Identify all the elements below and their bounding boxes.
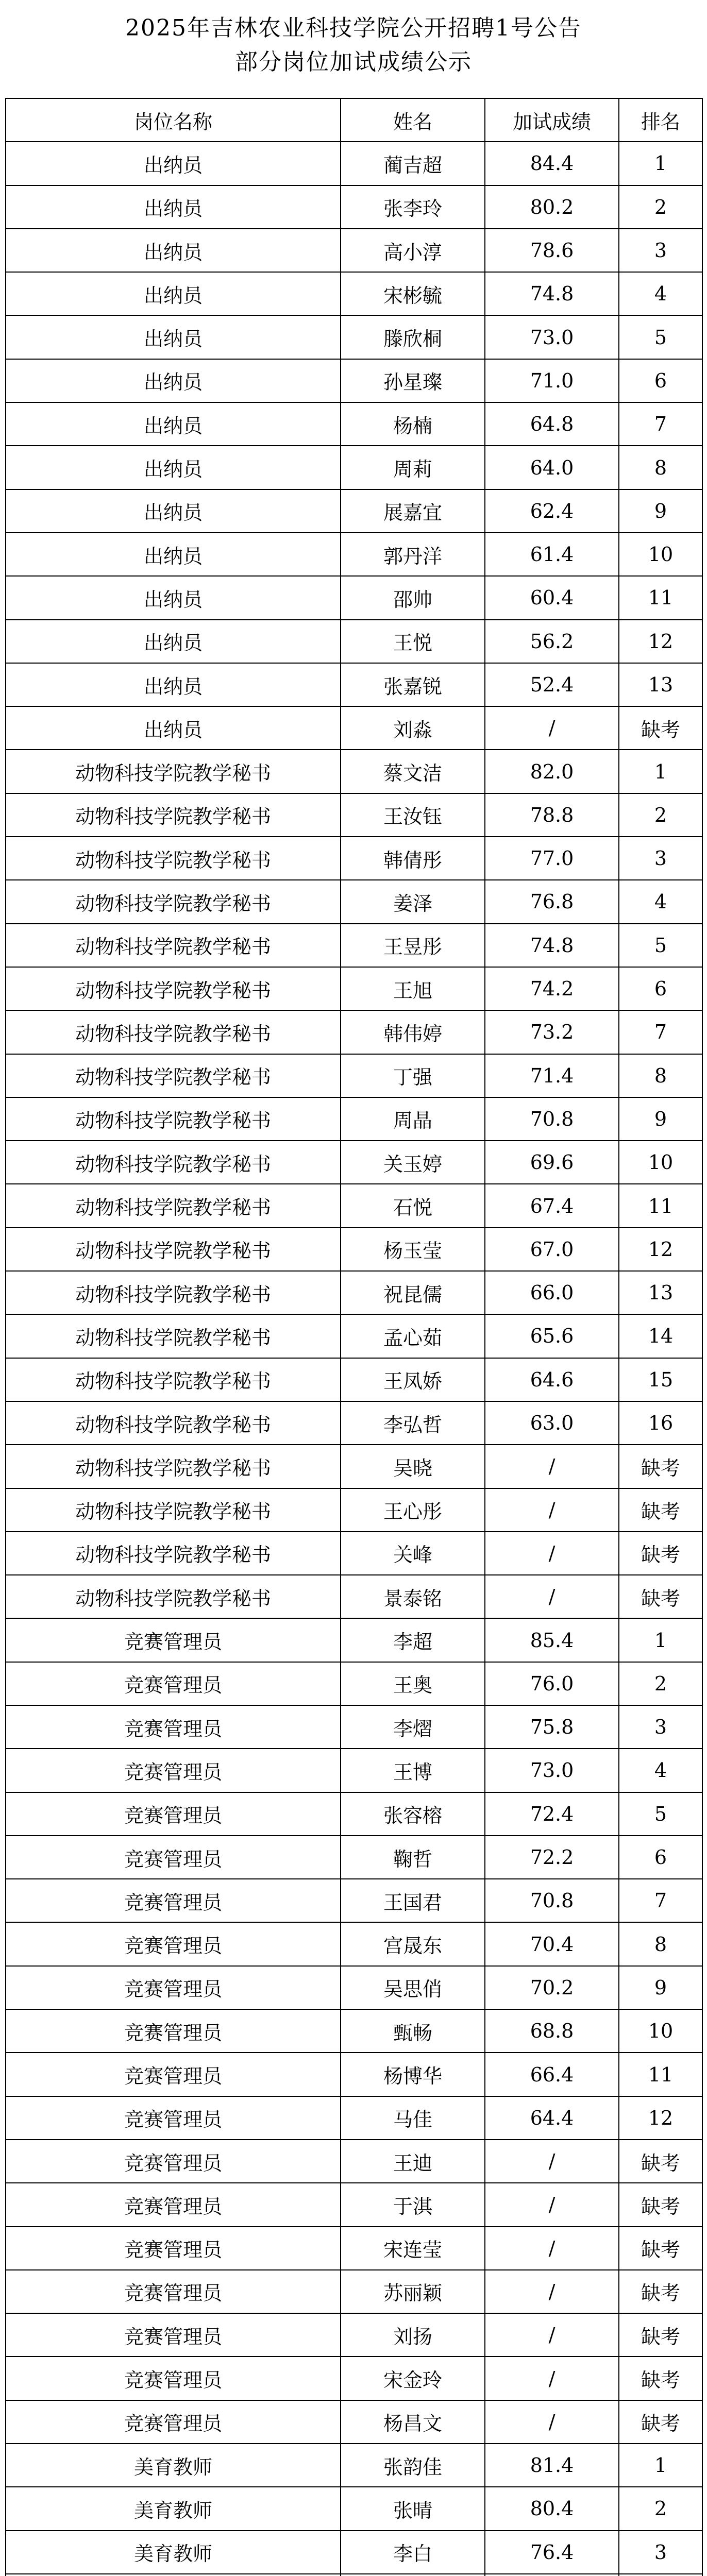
cell-position: 动物科技学院教学秘书 — [6, 1271, 341, 1314]
cell-name: 李弘哲 — [341, 1401, 485, 1445]
table-body — [6, 142, 702, 2576]
table-row — [6, 185, 702, 229]
cell-position: 竞赛管理员 — [6, 1662, 341, 1705]
cell-rank: 7 — [619, 1879, 702, 1922]
cell-rank: 5 — [619, 1792, 702, 1836]
cell-name: 郭丹洋 — [341, 533, 485, 576]
cell-name: 张晴 — [341, 2487, 485, 2530]
cell-position: 动物科技学院教学秘书 — [6, 1228, 341, 1271]
cell-score: / — [485, 1532, 619, 1575]
table-row — [6, 837, 702, 880]
cell-name — [341, 2574, 485, 2576]
cell-name: 刘扬 — [341, 2313, 485, 2357]
cell-position: 竞赛管理员 — [6, 1836, 341, 1879]
cell-position: 出纳员 — [6, 315, 341, 359]
cell-position: 竞赛管理员 — [6, 2009, 341, 2053]
cell-position: 动物科技学院教学秘书 — [6, 1097, 341, 1141]
cell-position: 竞赛管理员 — [6, 2053, 341, 2096]
cell-name: 展嘉宜 — [341, 489, 485, 533]
table-row — [6, 2444, 702, 2487]
cell-rank: 4 — [619, 880, 702, 923]
cell-position: 动物科技学院教学秘书 — [6, 1445, 341, 1488]
table-row — [6, 2096, 702, 2140]
cell-position: 动物科技学院教学秘书 — [6, 837, 341, 880]
cell-name: 杨昌文 — [341, 2400, 485, 2444]
cell-score: / — [485, 2227, 619, 2270]
cell-name: 景泰铭 — [341, 1575, 485, 1618]
table-row — [6, 620, 702, 663]
cell-name: 马佳 — [341, 2096, 485, 2140]
table-row — [6, 402, 702, 446]
cell-score: 56.2 — [485, 620, 619, 663]
cell-score: 70.8 — [485, 1879, 619, 1922]
cell-name: 鞠哲 — [341, 1836, 485, 1879]
cell-score: / — [485, 2183, 619, 2226]
cell-position: 动物科技学院教学秘书 — [6, 1532, 341, 1575]
cell-position: 竞赛管理员 — [6, 1922, 341, 1965]
table-row — [6, 1097, 702, 1141]
table-row — [6, 2009, 702, 2053]
cell-position: 动物科技学院教学秘书 — [6, 1184, 341, 1227]
table-row — [6, 1184, 702, 1227]
cell-score: 68.8 — [485, 2009, 619, 2053]
table-row — [6, 489, 702, 533]
cell-rank: 4 — [619, 272, 702, 315]
cell-score: 76.0 — [485, 1662, 619, 1705]
cell-rank: 13 — [619, 663, 702, 706]
cell-position: 动物科技学院教学秘书 — [6, 1054, 341, 1097]
cell-name: 杨玉莹 — [341, 1228, 485, 1271]
cell-score: 66.0 — [485, 1271, 619, 1314]
cell-position: 竞赛管理员 — [6, 2270, 341, 2313]
cell-score: 61.4 — [485, 533, 619, 576]
cell-name: 祝昆儒 — [341, 1271, 485, 1314]
cell-rank: 1 — [619, 142, 702, 185]
cell-name: 于淇 — [341, 2183, 485, 2226]
table-row — [6, 1966, 702, 2009]
cell-score: 76.8 — [485, 880, 619, 923]
cell-position: 竞赛管理员 — [6, 2227, 341, 2270]
cell-score: 74.2 — [485, 967, 619, 1010]
cell-rank: 10 — [619, 2009, 702, 2053]
cell-score: / — [485, 706, 619, 750]
cell-rank: 5 — [619, 924, 702, 967]
table-row — [6, 2313, 702, 2357]
cell-score: 71.4 — [485, 1054, 619, 1097]
cell-name: 韩倩彤 — [341, 837, 485, 880]
cell-score: 64.6 — [485, 1358, 619, 1401]
table-row — [6, 1749, 702, 1792]
cell-position: 竞赛管理员 — [6, 1618, 341, 1662]
cell-position: 动物科技学院教学秘书 — [6, 1314, 341, 1358]
cell-name: 周晶 — [341, 1097, 485, 1141]
cell-name: 宋彬毓 — [341, 272, 485, 315]
cell-position: 出纳员 — [6, 272, 341, 315]
cell-rank: 11 — [619, 2053, 702, 2096]
table-row — [6, 1141, 702, 1184]
cell-score: / — [485, 1575, 619, 1618]
cell-name: 蔡文洁 — [341, 750, 485, 793]
cell-score: 84.4 — [485, 142, 619, 185]
cell-position: 美育教师 — [6, 2531, 341, 2574]
cell-name: 苏丽颖 — [341, 2270, 485, 2313]
cell-rank: 9 — [619, 489, 702, 533]
table-row — [6, 2227, 702, 2270]
cell-name: 王悦 — [341, 620, 485, 663]
table-row — [6, 2487, 702, 2530]
table-header-row — [6, 98, 702, 142]
cell-rank: 10 — [619, 533, 702, 576]
table-row — [6, 142, 702, 185]
cell-name: 关玉婷 — [341, 1141, 485, 1184]
header-score: 加试成绩 — [485, 98, 619, 142]
table-row — [6, 1618, 702, 1662]
cell-position: 竞赛管理员 — [6, 2140, 341, 2183]
cell-position: 出纳员 — [6, 533, 341, 576]
cell-score: 67.4 — [485, 1184, 619, 1227]
table-row — [6, 272, 702, 315]
cell-rank: 缺考 — [619, 2400, 702, 2444]
cell-rank — [619, 2574, 702, 2576]
cell-name: 张容榕 — [341, 1792, 485, 1836]
cell-name: 孙星璨 — [341, 359, 485, 402]
cell-rank: 2 — [619, 185, 702, 229]
cell-position: 出纳员 — [6, 185, 341, 229]
cell-score: 69.6 — [485, 1141, 619, 1184]
cell-name: 孟心茹 — [341, 1314, 485, 1358]
cell-name: 滕欣桐 — [341, 315, 485, 359]
cell-rank: 6 — [619, 359, 702, 402]
cell-rank: 缺考 — [619, 2313, 702, 2357]
table-row — [6, 663, 702, 706]
cell-rank: 6 — [619, 967, 702, 1010]
table-row — [6, 1836, 702, 1879]
cell-rank: 11 — [619, 1184, 702, 1227]
cell-name: 张韵佳 — [341, 2444, 485, 2487]
cell-name: 吴晓 — [341, 1445, 485, 1488]
cell-score: 73.0 — [485, 315, 619, 359]
cell-rank: 9 — [619, 1966, 702, 2009]
cell-position: 竞赛管理员 — [6, 2400, 341, 2444]
table-row — [6, 1662, 702, 1705]
cell-score — [485, 2574, 619, 2576]
cell-rank: 12 — [619, 620, 702, 663]
cell-rank: 缺考 — [619, 1445, 702, 1488]
table-row — [6, 1401, 702, 1445]
cell-score: 66.4 — [485, 2053, 619, 2096]
cell-position: 竞赛管理员 — [6, 2183, 341, 2226]
cell-position: 动物科技学院教学秘书 — [6, 1358, 341, 1401]
cell-score: / — [485, 2140, 619, 2183]
cell-position: 竞赛管理员 — [6, 2313, 341, 2357]
cell-rank: 3 — [619, 229, 702, 272]
cell-position: 动物科技学院教学秘书 — [6, 1141, 341, 1184]
table-row — [6, 706, 702, 750]
cell-score: 70.2 — [485, 1966, 619, 2009]
cell-position: 竞赛管理员 — [6, 2357, 341, 2400]
cell-position: 动物科技学院教学秘书 — [6, 924, 341, 967]
cell-rank: 2 — [619, 2487, 702, 2530]
cell-rank: 16 — [619, 1401, 702, 1445]
cell-rank: 缺考 — [619, 2183, 702, 2226]
table-row — [6, 2183, 702, 2226]
cell-rank: 10 — [619, 1141, 702, 1184]
cell-position: 竞赛管理员 — [6, 1749, 341, 1792]
cell-rank: 1 — [619, 1618, 702, 1662]
cell-position: 动物科技学院教学秘书 — [6, 750, 341, 793]
cell-score: 82.0 — [485, 750, 619, 793]
cell-name: 王博 — [341, 1749, 485, 1792]
cell-name: 王迪 — [341, 2140, 485, 2183]
cell-score: 62.4 — [485, 489, 619, 533]
cell-rank: 3 — [619, 2531, 702, 2574]
table-row — [6, 1314, 702, 1358]
cell-position: 竞赛管理员 — [6, 2096, 341, 2140]
cell-rank: 2 — [619, 1662, 702, 1705]
cell-rank: 12 — [619, 1228, 702, 1271]
table-row — [6, 229, 702, 272]
cell-name: 吴思俏 — [341, 1966, 485, 2009]
cell-name: 王旭 — [341, 967, 485, 1010]
cell-position: 出纳员 — [6, 706, 341, 750]
cell-score: 78.6 — [485, 229, 619, 272]
cell-position: 动物科技学院教学秘书 — [6, 1010, 341, 1054]
table-row — [6, 1879, 702, 1922]
cell-score: / — [485, 1488, 619, 1532]
table-row — [6, 2574, 702, 2576]
cell-name: 关峰 — [341, 1532, 485, 1575]
cell-rank: 15 — [619, 1358, 702, 1401]
table-row — [6, 924, 702, 967]
cell-name: 李白 — [341, 2531, 485, 2574]
cell-score: 70.4 — [485, 1922, 619, 1965]
cell-name: 周莉 — [341, 446, 485, 489]
cell-name: 邵帅 — [341, 576, 485, 619]
cell-position: 竞赛管理员 — [6, 1966, 341, 2009]
table-row — [6, 533, 702, 576]
cell-score: 52.4 — [485, 663, 619, 706]
cell-name: 刘淼 — [341, 706, 485, 750]
cell-rank: 3 — [619, 837, 702, 880]
cell-position: 出纳员 — [6, 446, 341, 489]
cell-position: 出纳员 — [6, 359, 341, 402]
table-row — [6, 750, 702, 793]
cell-rank: 缺考 — [619, 2357, 702, 2400]
table-row — [6, 1445, 702, 1488]
title-block — [5, 0, 702, 98]
cell-score: / — [485, 2400, 619, 2444]
cell-rank: 缺考 — [619, 1532, 702, 1575]
cell-rank: 8 — [619, 1054, 702, 1097]
cell-position: 出纳员 — [6, 402, 341, 446]
cell-rank: 13 — [619, 1271, 702, 1314]
cell-rank: 11 — [619, 576, 702, 619]
table-row — [6, 1792, 702, 1836]
cell-name: 宋连莹 — [341, 2227, 485, 2270]
cell-name: 宫晟东 — [341, 1922, 485, 1965]
cell-score: 80.2 — [485, 185, 619, 229]
table-row — [6, 967, 702, 1010]
cell-rank: 缺考 — [619, 2270, 702, 2313]
cell-position: 出纳员 — [6, 489, 341, 533]
table-row — [6, 1705, 702, 1749]
table-row — [6, 1054, 702, 1097]
cell-position: 美育教师 — [6, 2487, 341, 2530]
table-row — [6, 1575, 702, 1618]
cell-score: 70.8 — [485, 1097, 619, 1141]
cell-position: 竞赛管理员 — [6, 1792, 341, 1836]
cell-score: 85.4 — [485, 1618, 619, 1662]
cell-rank: 缺考 — [619, 1575, 702, 1618]
table-row — [6, 880, 702, 923]
cell-score: 60.4 — [485, 576, 619, 619]
cell-rank: 7 — [619, 1010, 702, 1054]
cell-score: 67.0 — [485, 1228, 619, 1271]
cell-position: 出纳员 — [6, 620, 341, 663]
cell-rank: 12 — [619, 2096, 702, 2140]
cell-rank: 2 — [619, 793, 702, 837]
cell-name: 李熠 — [341, 1705, 485, 1749]
cell-score: 65.6 — [485, 1314, 619, 1358]
cell-score: / — [485, 2313, 619, 2357]
cell-position: 出纳员 — [6, 576, 341, 619]
cell-name: 宋金玲 — [341, 2357, 485, 2400]
cell-name: 李超 — [341, 1618, 485, 1662]
cell-name: 王昱彤 — [341, 924, 485, 967]
cell-rank: 5 — [619, 315, 702, 359]
table-row — [6, 2053, 702, 2096]
table-row — [6, 1488, 702, 1532]
cell-score: 77.0 — [485, 837, 619, 880]
cell-score: 63.0 — [485, 1401, 619, 1445]
table-row — [6, 2357, 702, 2400]
cell-rank: 8 — [619, 446, 702, 489]
cell-score: 71.0 — [485, 359, 619, 402]
cell-position: 竞赛管理员 — [6, 1705, 341, 1749]
table-row — [6, 1922, 702, 1965]
cell-name: 高小淳 — [341, 229, 485, 272]
table-row — [6, 2400, 702, 2444]
cell-name: 王汝钰 — [341, 793, 485, 837]
cell-score: 80.4 — [485, 2487, 619, 2530]
cell-rank: 8 — [619, 1922, 702, 1965]
cell-position: 动物科技学院教学秘书 — [6, 1488, 341, 1532]
header-rank: 排名 — [619, 98, 702, 142]
table-row — [6, 2140, 702, 2183]
cell-name: 姜泽 — [341, 880, 485, 923]
cell-score: 72.4 — [485, 1792, 619, 1836]
cell-position: 动物科技学院教学秘书 — [6, 1401, 341, 1445]
cell-position: 动物科技学院教学秘书 — [6, 880, 341, 923]
table-row — [6, 315, 702, 359]
table-row — [6, 1532, 702, 1575]
cell-rank: 6 — [619, 1836, 702, 1879]
cell-name: 张嘉锐 — [341, 663, 485, 706]
table-row — [6, 2270, 702, 2313]
cell-rank: 1 — [619, 750, 702, 793]
cell-position: 动物科技学院教学秘书 — [6, 967, 341, 1010]
cell-position: 出纳员 — [6, 229, 341, 272]
cell-position: 动物科技学院教学秘书 — [6, 1575, 341, 1618]
cell-name: 王心彤 — [341, 1488, 485, 1532]
cell-score: 64.4 — [485, 2096, 619, 2140]
cell-score: 74.8 — [485, 924, 619, 967]
cell-score: 81.4 — [485, 2444, 619, 2487]
cell-name: 蔺吉超 — [341, 142, 485, 185]
cell-score: 64.0 — [485, 446, 619, 489]
cell-score: 74.8 — [485, 272, 619, 315]
cell-name: 韩伟婷 — [341, 1010, 485, 1054]
table-row — [6, 576, 702, 619]
table-row — [6, 359, 702, 402]
results-table — [5, 98, 703, 2576]
table-row — [6, 1228, 702, 1271]
table-row — [6, 1271, 702, 1314]
table-row — [6, 2531, 702, 2574]
cell-score: / — [485, 2270, 619, 2313]
cell-name: 甄畅 — [341, 2009, 485, 2053]
cell-position: 美育教师 — [6, 2444, 341, 2487]
cell-score: 72.2 — [485, 1836, 619, 1879]
cell-name: 石悦 — [341, 1184, 485, 1227]
cell-position: 出纳员 — [6, 663, 341, 706]
cell-rank: 7 — [619, 402, 702, 446]
header-position: 岗位名称 — [6, 98, 341, 142]
cell-score: 76.4 — [485, 2531, 619, 2574]
cell-position: 竞赛管理员 — [6, 1879, 341, 1922]
cell-score: 78.8 — [485, 793, 619, 837]
cell-name: 王奥 — [341, 1662, 485, 1705]
table-row — [6, 446, 702, 489]
table-row — [6, 793, 702, 837]
cell-score: 73.0 — [485, 1749, 619, 1792]
cell-rank: 缺考 — [619, 1488, 702, 1532]
cell-rank: 3 — [619, 1705, 702, 1749]
cell-score: 64.8 — [485, 402, 619, 446]
cell-name: 王国君 — [341, 1879, 485, 1922]
page-subtitle: 部分岗位加试成绩公示 — [235, 49, 472, 75]
cell-name: 杨楠 — [341, 402, 485, 446]
cell-name: 王凤娇 — [341, 1358, 485, 1401]
cell-rank: 9 — [619, 1097, 702, 1141]
cell-rank: 缺考 — [619, 2227, 702, 2270]
cell-rank: 4 — [619, 1749, 702, 1792]
cell-score: 73.2 — [485, 1010, 619, 1054]
table-row — [6, 1010, 702, 1054]
cell-name: 丁强 — [341, 1054, 485, 1097]
cell-score: / — [485, 2357, 619, 2400]
cell-score: 75.8 — [485, 1705, 619, 1749]
cell-position — [6, 2574, 341, 2576]
cell-position: 动物科技学院教学秘书 — [6, 793, 341, 837]
cell-rank: 缺考 — [619, 706, 702, 750]
cell-rank: 缺考 — [619, 2140, 702, 2183]
page-title: 2025年吉林农业科技学院公开招聘1号公告 — [125, 15, 582, 41]
cell-rank: 14 — [619, 1314, 702, 1358]
table-row — [6, 1358, 702, 1401]
cell-position: 出纳员 — [6, 142, 341, 185]
cell-score: / — [485, 1445, 619, 1488]
cell-name: 杨博华 — [341, 2053, 485, 2096]
header-name: 姓名 — [341, 98, 485, 142]
cell-rank: 1 — [619, 2444, 702, 2487]
cell-name: 张李玲 — [341, 185, 485, 229]
